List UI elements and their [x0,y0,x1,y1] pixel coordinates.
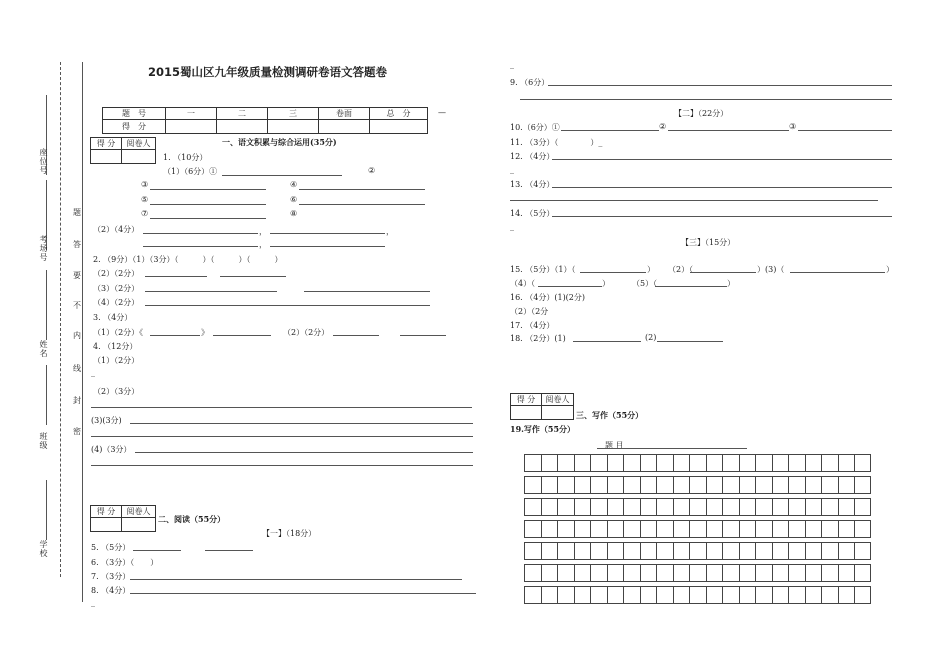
q4-label: 4. （12分） [93,342,138,351]
score-table-header: 题 号 [103,108,166,120]
answer-line[interactable] [130,593,476,594]
section1-title: 一、语文积累与综合运用(35分) [222,137,337,147]
grid-row [524,586,871,604]
score-table-dash: — [438,108,446,117]
dash: _ [91,368,95,377]
score-table [102,107,428,134]
answer-line[interactable] [145,291,277,292]
score-box-cell[interactable] [91,518,122,532]
circ-4: ④ [290,180,298,189]
dash: _ [510,222,514,231]
answer-line[interactable] [91,407,472,408]
answer-line[interactable] [133,550,181,551]
section2-title: 二、阅读（55分） [158,514,226,524]
answer-line[interactable] [510,200,878,201]
score-box [90,137,156,164]
q10-label: 10.（6分）① [510,123,560,132]
comma: ， [259,227,267,236]
answer-line[interactable] [655,286,727,287]
part3-title: 【三】（15分） [681,238,736,247]
q17-label: 17. （4分） [510,321,555,330]
score-table-header: 一 [166,108,217,120]
answer-line[interactable] [143,246,258,247]
circ-3: ③ [141,180,149,189]
answer-line[interactable] [299,189,425,190]
answer-line[interactable] [222,175,342,176]
q11-label: 11. （3分）（ ）_ [510,138,603,147]
grader-label: 阅卷人 [122,506,156,518]
grid-row [524,454,871,472]
q15-label: 15. （5分）（1）（ [510,265,576,274]
q18-2: (2) [645,333,657,342]
score-cell[interactable] [370,120,428,134]
q8-label: 8. （4分） [91,586,131,595]
q4-3-label: (3)(3分) [91,416,122,425]
q3-1-close: 》 [201,328,209,337]
score-row-label: 得 分 [103,120,166,134]
answer-line[interactable] [145,276,207,277]
q15-close: ） [647,265,655,274]
dash: _ [510,165,514,174]
answer-line[interactable] [143,233,258,234]
q15-close: ） [727,279,735,288]
circ-2: ② [368,166,376,175]
name-label: 姓名 [39,340,48,358]
grader-label: 阅卷人 [122,138,156,150]
warning-char: 封 [73,396,81,405]
q9-label: 9. （6分） [510,78,550,87]
score-box-cell[interactable] [91,150,122,164]
circ-7: ⑦ [141,209,149,218]
q2-4-label: （4）（2分） [93,298,140,307]
writing-grid[interactable] [524,454,871,608]
grid-row [524,476,871,494]
q13-label: 13. （4分） [510,180,555,189]
answer-line[interactable] [150,204,266,205]
q1-label: 1. （10分） [163,153,208,162]
class-line [46,365,47,425]
answer-line[interactable] [552,159,892,160]
answer-line[interactable] [91,465,473,466]
warning-char: 要 [73,271,81,280]
answer-line[interactable] [561,130,659,131]
essay-topic-line[interactable] [597,448,747,449]
answer-line[interactable] [668,130,789,131]
answer-line[interactable] [150,218,266,219]
q2-3-label: （3）（2分） [93,284,140,293]
book-title-line[interactable] [150,335,200,336]
grid-row [524,498,871,516]
score-box-cell[interactable] [511,406,542,420]
grader-label: 阅卷人 [542,394,574,406]
answer-line[interactable] [299,204,425,205]
score-table-header: 三 [268,108,319,120]
q10-3: ③ [789,122,797,131]
answer-line[interactable] [552,187,892,188]
q3-1-label: （1）（2分）《 [93,328,144,337]
answer-line[interactable] [270,246,385,247]
q15-close: ） [602,279,610,288]
answer-line[interactable] [213,335,271,336]
answer-line[interactable] [580,272,646,273]
part1-title: 【一】（18分） [262,529,317,538]
q7-label: 7. （3分） [91,572,131,581]
comma: ， [259,240,267,249]
q18-label: 18. （2分）(1) [510,334,566,343]
score-cell[interactable] [268,120,319,134]
q6-label: 6. （3分）（ ） [91,558,159,567]
score-box-label: 得 分 [511,394,542,406]
answer-line[interactable] [573,341,641,342]
answer-line[interactable] [333,335,379,336]
warning-char: 线 [73,364,81,373]
dash: _ [510,60,514,69]
score-box [510,393,574,420]
answer-line[interactable] [520,99,892,100]
binding-solid-line [82,62,83,602]
answer-line[interactable] [130,579,462,580]
seat-label: 座位号 [39,148,48,175]
essay-topic-label: 题 目 [605,441,624,450]
q12-label: 12. （4分） [510,152,555,161]
answer-line[interactable] [130,423,473,424]
score-table-header: 卷面 [319,108,370,120]
score-cell[interactable] [319,120,370,134]
q2-label: 2. （9分）（1）（3分）（ ）（ ）（ ） [93,255,283,264]
circ-6: ⑥ [290,195,298,204]
q1-1-label: （1）（6分）① [163,167,218,176]
grader-cell[interactable] [542,406,574,420]
grader-cell[interactable] [122,150,156,164]
warning-char: 题 [73,208,81,217]
part2-title: 【二】（22分） [674,109,729,118]
grid-row [524,542,871,560]
answer-line[interactable] [270,233,385,234]
answer-line[interactable] [135,452,473,453]
section3-title: 三、写作（55分） [576,410,644,420]
comma: ， [386,227,394,236]
school-line [46,480,47,540]
page-title: 2015蜀山区九年级质量检测调研卷语文答题卷 [148,65,388,79]
q15-4: （4）（ [510,279,536,288]
q1-2-label: （2）（4分） [93,225,140,234]
binding-dashed-line [60,62,61,577]
q15-3: ）(3)（ [757,265,785,274]
name-line [46,270,47,340]
warning-char: 内 [73,331,81,340]
q10-2: ② [659,122,667,131]
answer-line[interactable] [400,335,446,336]
answer-line[interactable] [798,130,892,131]
q14-label: 14. （5分） [510,209,555,218]
score-cell[interactable] [166,120,217,134]
grid-row [524,520,871,538]
warning-char: 不 [73,301,81,310]
grid-row [524,564,871,582]
q19-label: 19.写作（55分） [510,424,576,434]
answer-line[interactable] [538,286,602,287]
q15-2: （2）（ [668,265,694,274]
q4-2-label: （2）（3分） [93,387,140,396]
q5-label: 5. （5分） [91,543,131,552]
warning-char: 密 [73,427,81,436]
warning-char: 答 [73,240,81,249]
answer-line[interactable] [205,550,253,551]
answer-line[interactable] [690,272,756,273]
q15-close: ） [886,265,894,274]
q4-1-label: （1）（2分） [93,356,140,365]
q4-4-label: (4)（3分） [91,445,132,454]
score-box [90,505,156,532]
score-cell[interactable] [217,120,268,134]
circ-8: ⑧ [290,209,298,218]
answer-line[interactable] [91,436,473,437]
q3-label: 3. （4分） [93,313,133,322]
answer-line[interactable] [220,276,286,277]
answer-line[interactable] [548,85,892,86]
answer-line[interactable] [790,272,885,273]
q3-2-label: （2）（2分） [283,328,330,337]
q2-2-label: （2）（2分） [93,269,140,278]
score-box-label: 得 分 [91,138,122,150]
answer-line[interactable] [552,216,892,217]
answer-line[interactable] [150,189,266,190]
score-table-header: 总 分 [370,108,428,120]
q16-label: 16. （4分）(1)(2分) [510,293,586,302]
q15-5: （5）（ [632,279,658,288]
exam-room-label: 考场号 [39,235,48,262]
q16-2-label: （2）（2分 [510,307,549,316]
answer-line[interactable] [657,341,723,342]
circ-5: ⑤ [141,195,149,204]
class-label: 班级 [39,432,48,450]
grader-cell[interactable] [122,518,156,532]
score-box-label: 得 分 [91,506,122,518]
school-label: 学校 [39,540,48,558]
score-table-header: 二 [217,108,268,120]
answer-line[interactable] [145,305,430,306]
answer-line[interactable] [304,291,430,292]
dash: _ [91,598,95,607]
